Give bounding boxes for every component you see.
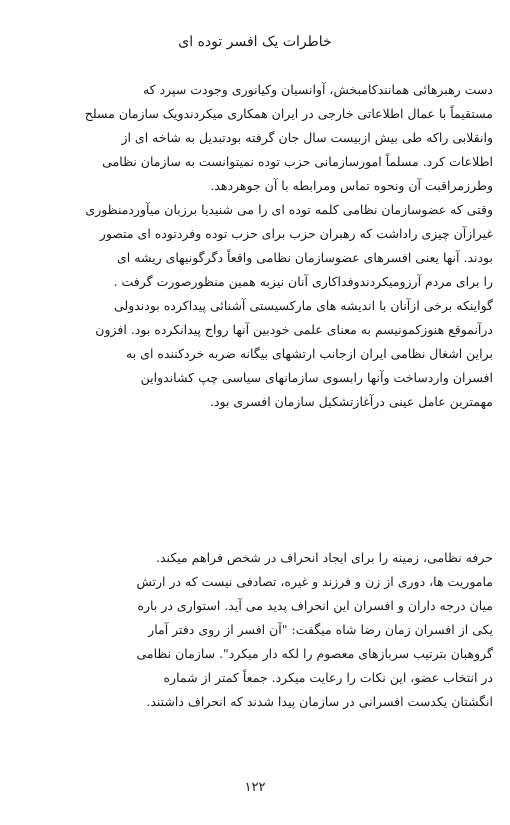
text-line: حرفه نظامی، زمینه را برای ایجاد انحراف در شخص فراهم میکند. bbox=[156, 550, 493, 565]
text-line: میان درجه داران و افسران این انحراف پدید می آید. استواری در باره bbox=[137, 598, 493, 613]
text-line: گروهبان بترتیب سربازهای معصوم را لکه دار میکرد". سازمان نظامی bbox=[136, 646, 493, 661]
text-line: یکی از افسران زمان رضا شاه میگفت: "آن افسر از روی دفتر آمار bbox=[148, 622, 493, 637]
text-line: وانقلابی راکه طی بیش ازبیست سال جان گرفته بودتبدیل به شاخه ای از bbox=[121, 130, 493, 145]
text-line: مهمترین عامل عینی درآغازتشکیل سازمان افسری بود. bbox=[209, 394, 493, 409]
text-line: انگشتان یکدست افسرانی در سازمان پیدا شدند که انحراف داشتند. bbox=[146, 694, 493, 709]
paragraph-2 bbox=[18, 546, 493, 714]
text-line: دست رهبرهائی همانندکامبخش، آوانسیان وکیانوری وجودت سپرد که bbox=[142, 82, 493, 97]
text-line: وطرزمراقبت آن ونحوه تماس ومرابطه با آن جوهردهد. bbox=[210, 178, 493, 193]
text-line: درآنموقع هنوزکمونیسم به معنای علمی خودبین آنها رواج پیدانکرده بود. افزون bbox=[95, 322, 493, 337]
text-line: ماموریت ها، دوری از زن و فرزند و غیره، تصادفی نیست که در ارتش bbox=[136, 574, 493, 589]
page-number: ۱۲۲ bbox=[244, 780, 266, 795]
text-line: اطلاعات کرد. مسلماً امورسازمانی حزب توده نمیتوانست به سازمان نظامی bbox=[102, 154, 493, 169]
page-header-title: خاطرات یک افسر توده ای bbox=[178, 34, 332, 50]
text-line: مستقیماً با عمال اطلاعاتی خارجی در ایران همکاری میکردندویک سازمان مسلح bbox=[84, 106, 493, 121]
text-line: وقتی که عضوسازمان نظامی کلمه توده ای را می شنیدیا برزبان میآوردمنظوری bbox=[85, 202, 493, 217]
text-line: در انتخاب عضو، این نکات را رعایت میکرد. جمعاً کمتر از شماره bbox=[163, 670, 493, 685]
text-line: افسران واردساخت وآنها رابسوی سازمانهای سیاسی چپ کشاندواین bbox=[140, 370, 493, 385]
text-line: گواینکه برخی ازآنان با اندیشه های مارکسیستی آشنائی پیداکرده بودندولی bbox=[113, 298, 493, 313]
paragraph-1 bbox=[18, 78, 493, 414]
text-line: غیرازآن چیزی راداشت که رهبران حزب برای حزب توده وفردتوده ای متصور bbox=[99, 226, 493, 241]
text-line: بودند. آنها یعنی افسرهای عضوسازمان نظامی واقعاً دگرگونیهای ریشه ای bbox=[117, 250, 493, 265]
text-line: براین اشغال نظامی ایران ازجانب ارتشهای بیگانه ضربه خردکننده ای به bbox=[126, 346, 493, 361]
text-line: را برای مردم آرزومیکردندوفداکاری آنان نیزبه همین منظورصورت گرفت . bbox=[113, 274, 493, 289]
